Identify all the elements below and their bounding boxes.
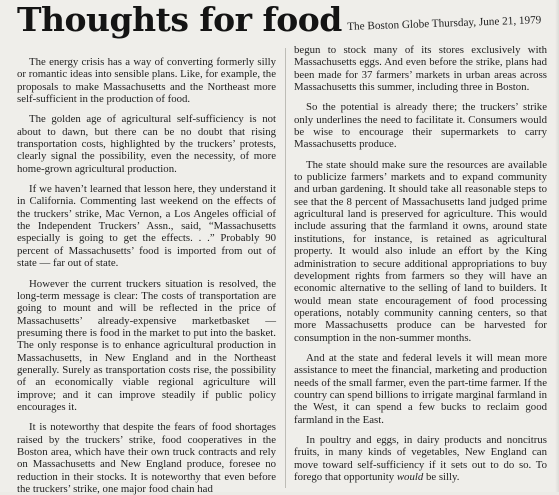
paragraph: The state should make sure the resources are available to publicize farmers’ markets and to expand community and urban gardening. It should take all reasonable steps to see that the 8 percent of Massachusetts land judged prime agricultural land is preserved for agriculture. This would include assuring that the farmland it owns, around state institutions, for instance, is retained as agricultural property. It would also inlude an effort by the King administration to secure additional appropriations to buy development rights from farmers so they will have an economic alternative to the selling of land to builders. It would mean state encouragement of food processing operations, notably community canning centers, so that more Massachusetts produce can be harvested for consumption in the non-summer months. — [294, 158, 547, 344]
paragraph-final — [294, 434, 547, 483]
paragraph: If we haven’t learned that lesson here, they understand it in California. Commenting last weekend on the effects of the truckers’ strike, Mac Vernon, a Los Angeles official of the Independent Truckers’ Assn., said, “Massachusetts especially is going to get the effects. . .” Probably 90 percent of Massachusetts’ food is imported from out of state — far out of state. — [17, 183, 276, 270]
paragraph: The golden age of agricultural self-sufficiency is not about to dawn, but there can be no doubt that rising transportation costs, highlighted by the truckers’ protests, clearly signal the possibility, even the necessity, of more home-grown agricultural production. — [17, 113, 276, 175]
paragraph: begun to stock many of its stores exclusively with Massachusetts eggs. And even before the strike, plans had been made for 37 farmers’ markets in urban areas across Massachusetts this summer, including three in Boston. — [294, 44, 547, 94]
page-edge-shadow — [555, 0, 559, 492]
headline: Thoughts for food — [17, 0, 342, 39]
paragraph: The energy crisis has a way of converting formerly silly or romantic ideas into sensible plans. Like, for example, the proposals to make Massachusetts and the Northeast more self-sufficient in the production of food. — [17, 56, 276, 106]
right-column — [294, 44, 547, 483]
paragraph: However the current truckers situation is resolved, the long-term message is clear: The costs of transportation are going to mount and will be reflected in the price of Massachusetts’ already-expensive marketbasket — presuming there is food in the market to put into the basket. The only response is to enhance agricultural production in Massachusetts, in New England and in the Northeast generally. Surely as transportation costs rise, the possibility of an economically viable regional agriculture will improve; and it can improve steadily if public policy encourages it. — [17, 277, 276, 413]
paragraph: It is noteworthy that despite the fears of food shortages raised by the truckers’ strike, food cooperatives in the Boston area, which have their own truck contracts and rely on Massachusetts and New England produce, foresee no reduction in their stocks. It is noteworthy that even before the truckers’ strike, one major food chain had — [17, 421, 276, 495]
left-column — [17, 56, 276, 495]
paragraph: So the potential is already there; the truckers’ strike only underlines the need to facilitate it. Consumers would be wise to encourage their supermarkets to carry Massachusetts produce. — [294, 101, 547, 151]
paragraph-text-end: be silly. — [423, 471, 460, 483]
column-divider — [285, 48, 286, 488]
paragraph-text: In poultry and eggs, in dairy products and noncitrus fruits, in many kinds of vegetables, New England can move toward self-sufficiency if it sets out to do so. To forego that opportunity — [294, 433, 547, 483]
emphasis-text: would — [396, 471, 424, 483]
dateline: The Boston Globe Thursday, June 21, 1979 — [347, 14, 542, 33]
paragraph: And at the state and federal levels it will mean more assistance to meet the financial, marketing and production needs of the small farmer, even the part-time farmer. If the country can spend billions to irrigate marginal farmland in the West, it can spend a few bucks to reclaim good farmland in the East. — [294, 351, 547, 426]
